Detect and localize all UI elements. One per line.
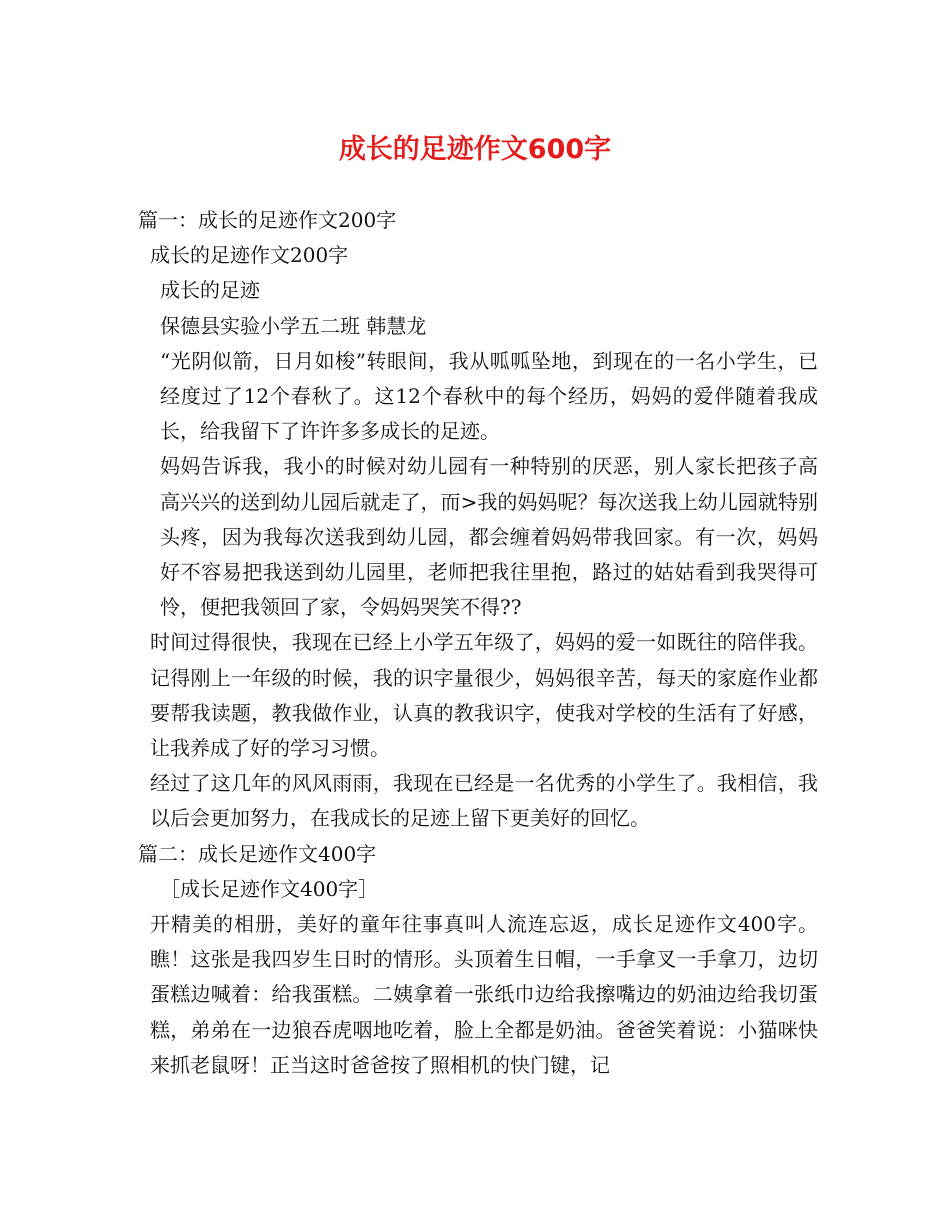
essay-subtitle: 成长的足迹 bbox=[160, 278, 260, 303]
essay-title-1: 成长的足迹作文200字 bbox=[150, 243, 349, 268]
paragraph: 经过了这几年的风风雨雨，我现在已经是一名优秀的小学生了。我相信，我以后会更加努力，在我成长的足迹上留下更美好的回忆。 bbox=[150, 771, 818, 831]
section-heading-2: 篇二：成长足迹作文400字 bbox=[138, 841, 377, 866]
section-heading-1: 篇一：成长的足迹作文200字 bbox=[138, 208, 397, 232]
author-line: 保德县实验小学五二班 韩慧龙 bbox=[160, 313, 427, 338]
document-title: 成长的足迹作文600字 bbox=[338, 134, 612, 165]
paragraph: 妈妈告诉我，我小的时候对幼儿园有一种特别的厌恶，别人家长把孩子高高兴兴的送到幼儿园后就走了，而>我的妈妈呢？每次送我上幼儿园就特别头疼，因为我每次送我到幼儿园，都会缠着妈妈带我回家。有一次，妈妈好不容易把我送到幼儿园里，老师把我往里抱，路过的姑姑看到我哭得可怜，便把我领回了家，令妈妈哭笑不得?? bbox=[160, 454, 818, 620]
document-body bbox=[138, 203, 818, 1083]
paragraph: “光阴似箭，日月如梭”转眼间，我从呱呱坠地，到现在的一名小学生，已经度过了12个春秋了。这12个春秋中的每个经历，妈妈的爱伴随着我成长，给我留下了许许多多成长的足迹。 bbox=[160, 348, 818, 444]
paragraph: 时间过得很快，我现在已经上小学五年级了，妈妈的爱一如既往的陪伴我。记得刚上一年级的时候，我的识字量很少，妈妈很辛苦，每天的家庭作业都要帮我读题，教我做作业，认真的教我识字，使我对学校的生活有了好感，让我养成了好的学习习惯。 bbox=[150, 630, 818, 761]
paragraph: 开精美的相册，美好的童年往事真叫人流连忘返，成长足迹作文400字。瞧！这张是我四岁生日时的情形。头顶着生日帽，一手拿叉一手拿刀，边切蛋糕边喊着：给我蛋糕。二姨拿着一张纸巾边给我擦嘴边的奶油边给我切蛋糕，弟弟在一边狼吞虎咽地吃着，脸上全都是奶油。爸爸笑着说：小猫咪快来抓老鼠呀！正当这时爸爸按了照相机的快门键，记 bbox=[150, 912, 818, 1077]
essay-title-2: ［成长足迹作文400字］ bbox=[160, 876, 379, 901]
